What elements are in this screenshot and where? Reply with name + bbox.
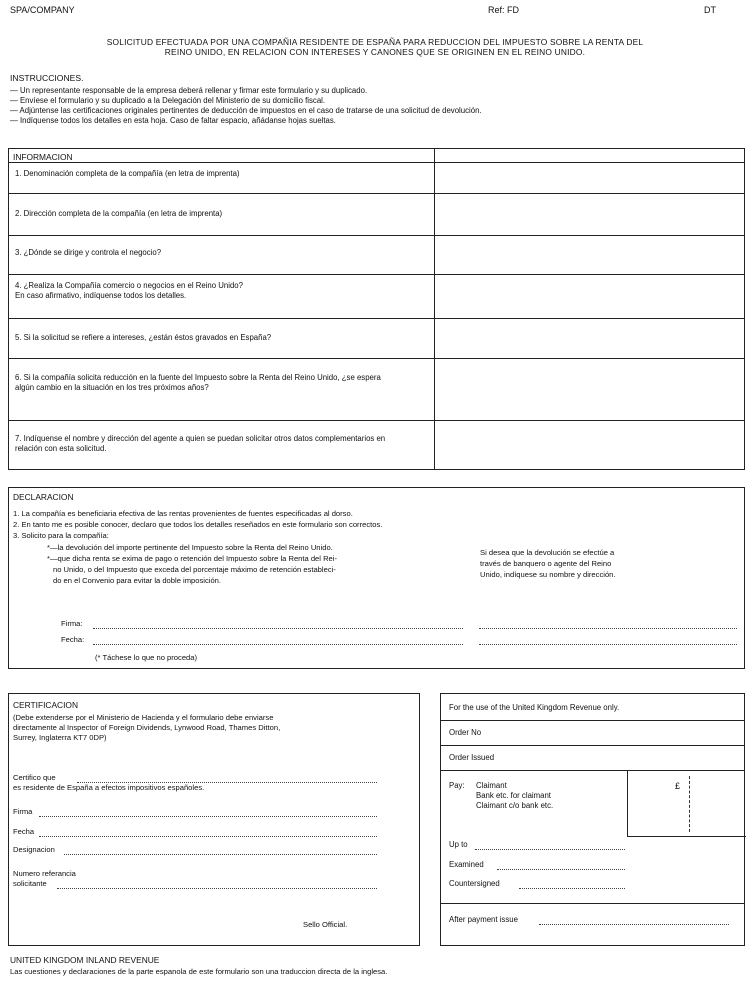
cert-fecha-label: Fecha — [13, 827, 35, 836]
bank-note-3: Unido, indíquese su nombre y dirección. — [480, 570, 616, 579]
info-row-4: 4. ¿Realiza la Compañía comercio o negocios en el Reino Unido? En caso afirmativo, indíquense todos los detalles. — [9, 274, 434, 318]
declaracion-heading: DECLARACION — [13, 492, 74, 502]
numero-field[interactable] — [57, 888, 377, 889]
pay-label: Pay: — [449, 781, 465, 790]
numero-label-1: Numero referancia — [13, 869, 76, 878]
fecha-label: Fecha: — [61, 635, 85, 644]
examined-field[interactable] — [497, 869, 625, 870]
pay-claimant[interactable]: Claimant — [476, 781, 507, 790]
pound-sign: £ — [675, 781, 681, 791]
answer-field-3[interactable] — [434, 235, 744, 275]
info-row-7: 7. Indíquense el nombre y dirección del agente a quien se puedan solicitar otros datos complementarios en relación con esta solicitud. — [9, 420, 434, 471]
certifico-label: Certifico que — [13, 773, 56, 782]
firma-label: Firma: — [61, 619, 83, 628]
info-row-2: 2. Dirección completa de la compañía (en letra de imprenta) — [9, 193, 434, 235]
cert-instruction-2: directamente al Inspector of Foreign Dividends, Lynwood Road, Thames Ditton, — [13, 723, 281, 732]
title-line-1: SOLICITUD EFECTUADA POR UNA COMPAÑIA RESIDENTE DE ESPAÑA PARA REDUCCION DEL IMPUESTO SOBRE LA RENTA DEL — [106, 37, 644, 47]
footer-note: Las cuestiones y declaraciones de la parte espanola de este formulario son una traduccion directa de la inglesa. — [10, 967, 388, 976]
info-row-6: 6. Si la compañía solicita reducción en la fuente del Impuesto sobre la Renta del Reino Unido, ¿se espera algún cambio en la situación en los tres próximos años? — [9, 358, 434, 420]
option-exencion-cont-2: do en el Convenio para evitar la doble imposición. — [53, 576, 222, 585]
informacion-heading: INFORMACION — [13, 152, 73, 162]
form-dt: DT — [704, 5, 716, 15]
designacion-label: Designacion — [13, 845, 55, 854]
order-no-label: Order No — [449, 728, 482, 737]
instruction-item: — Indíquense todos los detalles en esta hoja. Caso de faltar espacio, añádanse hojas sueltas. — [10, 116, 336, 125]
declaracion-item-3: 3. Solicito para la compañía: — [13, 531, 109, 540]
certificacion-heading: CERTIFICACION — [13, 700, 78, 710]
cert-fecha-field[interactable] — [39, 836, 377, 837]
uk-heading: For the use of the United Kingdom Revenue only. — [449, 703, 620, 712]
pay-claimant-cio[interactable]: Claimant c/o bank etc. — [476, 801, 554, 810]
title-line-2: REINO UNIDO, EN RELACION CON INTERESES Y CANONES QUE SE ORIGINEN EN EL REINO UNIDO. — [164, 47, 586, 57]
declaracion-section — [8, 487, 745, 669]
amount-field[interactable] — [689, 776, 690, 832]
instructions-list — [10, 86, 745, 126]
answer-field-2[interactable] — [434, 193, 744, 236]
bank-note-2: través de banquero o agente del Reino — [480, 559, 612, 568]
firma-field[interactable] — [93, 628, 463, 629]
option-devolucion[interactable]: *—la devolución del importe pertinente del Impuesto sobre la Renta del Reino Unido. — [47, 543, 333, 552]
instructions-heading: INSTRUCCIONES. — [10, 73, 84, 83]
instruction-item: — Envíese el formulario y su duplicado a la Delegación del Ministerio de su domicilio fiscal. — [10, 96, 326, 105]
cert-instruction-3: Surrey, Inglaterra KT7 0DP) — [13, 733, 107, 742]
answer-field-6[interactable] — [434, 358, 744, 421]
instruction-item: — Un representante responsable de la empresa deberá rellenar y firmar este formulario y su duplicado. — [10, 86, 368, 95]
up-to-label: Up to — [449, 840, 468, 849]
footer-title: UNITED KINGDOM INLAND REVENUE — [10, 955, 160, 965]
form-code: SPA/COMPANY — [10, 5, 75, 15]
up-to-field[interactable] — [475, 849, 625, 850]
bank-address-field[interactable] — [479, 644, 737, 645]
cert-instruction-1: (Debe extenderse por el Ministerio de Hacienda y el formulario debe enviarse — [13, 713, 274, 722]
info-row-5: 5. Si la solicitud se refiere a intereses, ¿están éstos gravados en España? — [9, 318, 434, 358]
after-payment-label: After payment issue — [449, 915, 518, 924]
fecha-field[interactable] — [93, 644, 463, 645]
certificacion-section — [8, 693, 420, 946]
pay-bank[interactable]: Bank etc. for claimant — [476, 791, 551, 800]
cert-firma-label: Firma — [13, 807, 33, 816]
answer-field-7[interactable] — [434, 420, 744, 472]
examined-label: Examined — [449, 860, 484, 869]
informacion-section — [8, 148, 745, 470]
bank-name-field[interactable] — [479, 628, 737, 629]
cert-firma-field[interactable] — [39, 816, 377, 817]
designacion-field[interactable] — [64, 854, 377, 855]
uk-revenue-section — [440, 693, 745, 946]
info-row-3: 3. ¿Dónde se dirige y controla el negocio? — [9, 235, 434, 274]
residente-text: es residente de España a efectos impositivos españoles. — [13, 783, 205, 792]
instruction-item: — Adjúntense las certificaciones originales pertinentes de deducción de impuestos en el caso de tratarse de una solicitud de devolución. — [10, 106, 482, 115]
answer-field-1[interactable] — [434, 162, 744, 194]
sello-label: Sello Official. — [303, 920, 348, 929]
countersigned-label: Countersigned — [449, 879, 500, 888]
numero-label-2: solicitante — [13, 879, 47, 888]
option-exencion-cont-1: no Unido, o del Impuesto que exceda del porcentaje máximo de retención estableci- — [53, 565, 336, 574]
option-exencion[interactable]: *—que dicha renta se exima de pago o retención del Impuesto sobre la Renta del Rei- — [47, 554, 338, 563]
answer-field-5[interactable] — [434, 318, 744, 359]
answer-field-4[interactable] — [434, 274, 744, 319]
order-issued-label: Order Issued — [449, 753, 495, 762]
countersigned-field[interactable] — [519, 888, 625, 889]
form-title — [0, 37, 750, 57]
form-ref: Ref: FD — [488, 5, 520, 15]
declaracion-item-2: 2. En tanto me es posible conocer, declaro que todos los detalles reseñados en este formulario son correctos. — [13, 520, 383, 529]
declaracion-item-1: 1. La compañía es beneficiaria efectiva de las rentas provenientes de fuentes especificadas al dorso. — [13, 509, 353, 518]
strike-note: (* Táchese lo que no proceda) — [95, 653, 198, 662]
info-row-1: 1. Denominación completa de la compañía (en letra de imprenta) — [9, 162, 434, 193]
after-payment-field[interactable] — [539, 924, 729, 925]
bank-note-1: Si desea que la devolución se efectúe a — [480, 548, 615, 557]
